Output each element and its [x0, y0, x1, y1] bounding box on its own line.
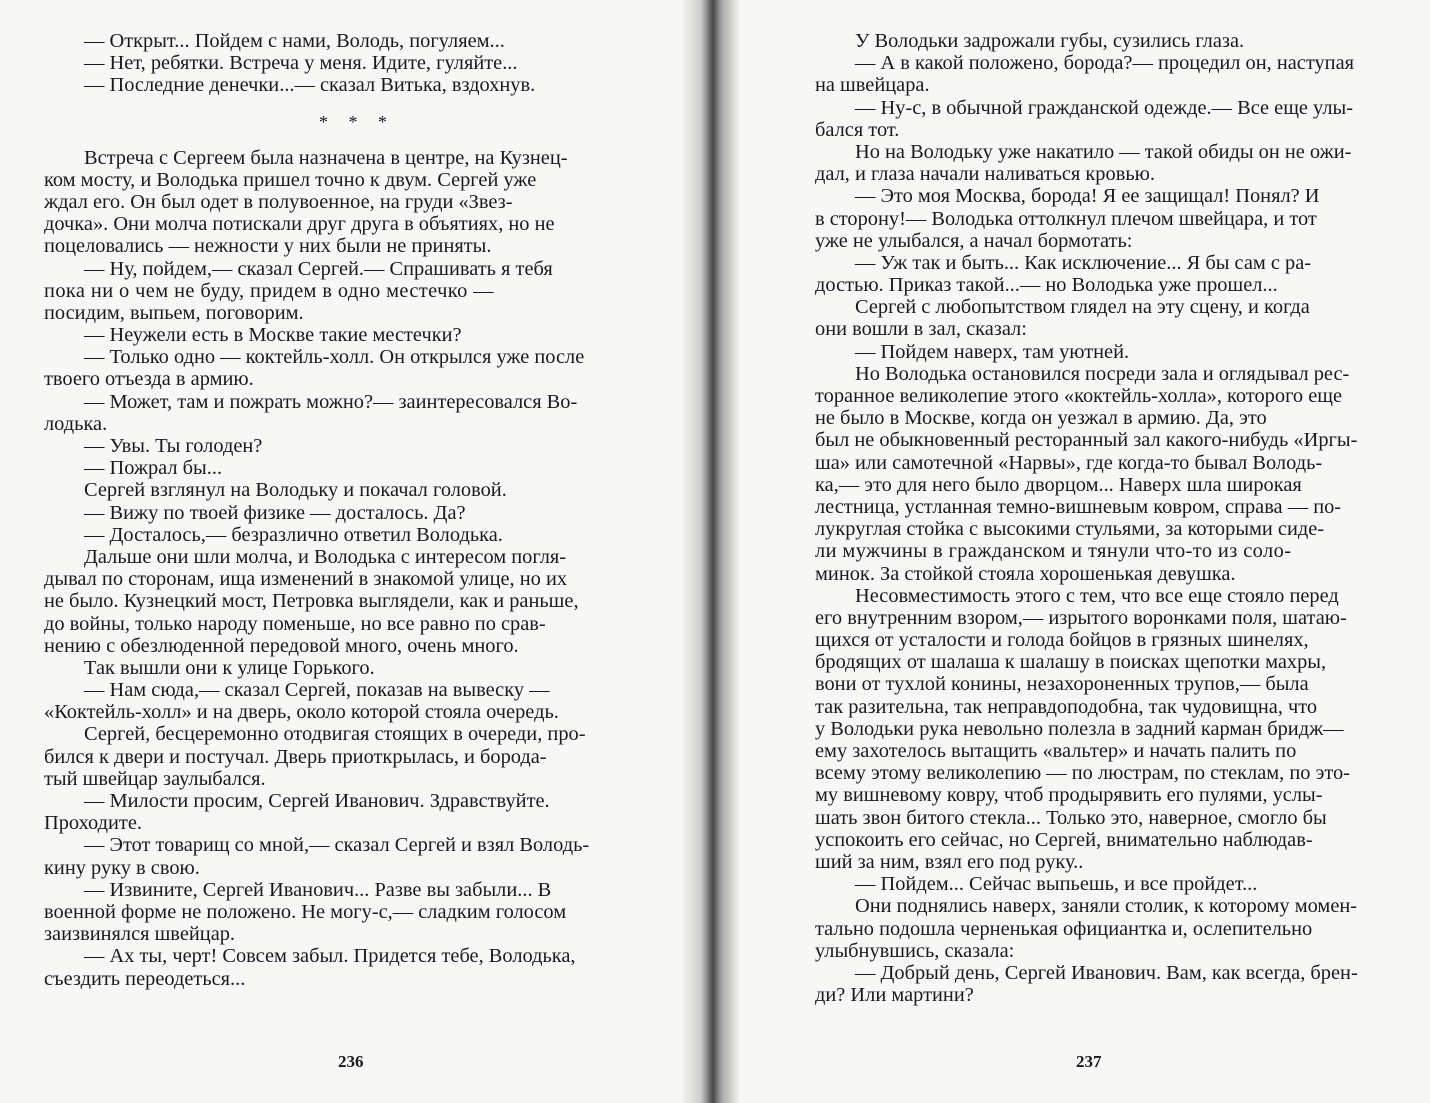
- text-line: нению с обезлюденной передовой много, очень много.: [44, 634, 519, 657]
- text-line: Сергей, бесцеремонно отодвигая стоящих в очереди, про-: [84, 723, 586, 746]
- text-line: они вошли в зал, сказал:: [815, 318, 1027, 341]
- text-line: дывал по сторонам, ища изменений в знакомой улице, но их: [44, 568, 568, 591]
- text-line: пока ни о чем не буду, придем в одно местечко —: [44, 279, 494, 302]
- text-line: улыбнувшись, сказала:: [815, 939, 1015, 962]
- text-line: му вишневому ковру, чтоб продырявить его пулями, услы-: [815, 784, 1323, 807]
- text-line: — Ах ты, черт! Совсем забыл. Придется тебе, Володька,: [84, 945, 576, 968]
- text-line: кину руку в свою.: [44, 856, 200, 879]
- page-number-right: 237: [1076, 1052, 1102, 1071]
- text-line: достью. Приказ такой...— но Володька уже прошел...: [815, 274, 1278, 297]
- text-line: Но Володька остановился посреди зала и оглядывал рес-: [855, 362, 1350, 385]
- text-line: — Ну, пойдем,— сказал Сергей.— Спрашивать я тебя: [84, 257, 553, 280]
- text-line: ший за ним, взял его под руку..: [815, 850, 1084, 873]
- text-line: — Открыт... Пойдем с нами, Володь, погуляем...: [84, 30, 505, 52]
- text-line: ему захотелось вытащить «вальтер» и начать палить по: [815, 740, 1297, 762]
- text-line: в сторону!— Володька оттолкнул плечом швейцара, и тот: [815, 207, 1317, 230]
- text-line: посидим, выпьем, поговорим.: [44, 301, 304, 324]
- text-line: — Это моя Москва, борода! Я ее защищал! Понял? И: [855, 185, 1320, 208]
- text-line: заизвинялся швейцар.: [44, 923, 236, 946]
- text-line: — Может, там и пожрать можно?— заинтересовался Во-: [84, 390, 578, 413]
- text-line: Так вышли они к улице Горького.: [84, 656, 375, 679]
- text-line: твоего отъезда в армию.: [44, 368, 254, 391]
- text-line: до войны, только народу поменьше, но все равно по срав-: [44, 612, 546, 635]
- text-line: торанное великолепие этого «коктейль-холла», которого еще: [815, 385, 1343, 407]
- text-line: — Неужели есть в Москве такие местечки?: [84, 324, 462, 347]
- text-line: тый швейцар заулыбался.: [44, 767, 266, 790]
- text-line: поцеловались — нежности у них были не приняты.: [44, 235, 492, 258]
- text-line: бродящих от шалаша к шалашу в поисках щепотки махры,: [815, 651, 1327, 674]
- text-line: ка,— это для него было дворцом... Наверх шла широкая: [815, 473, 1302, 496]
- book-gutter: [680, 0, 740, 1103]
- text-line: «Коктейль-холл» и на дверь, около которой стояла очередь.: [44, 701, 559, 724]
- text-line: — Пожрал бы...: [84, 457, 223, 480]
- text-line: Проходите.: [44, 812, 142, 835]
- text-line: — Пойдем... Сейчас выпьешь, и все пройдет...: [855, 873, 1258, 896]
- text-line: Дальше они шли молча, и Володька с интересом погля-: [84, 545, 567, 568]
- text-line: лукруглая стойка с высокими стульями, за которыми сиде-: [815, 518, 1325, 541]
- text-line: бился к двери и постучал. Дверь приоткрылась, и борода-: [44, 745, 547, 768]
- text-line: — Нет, ребятки. Встреча у меня. Идите, гуляйте...: [84, 52, 518, 75]
- text-line: Несовместимость этого с тем, что все еще стояло перед: [855, 584, 1339, 607]
- text-line: успокоить его сейчас, но Сергей, внимательно наблюдав-: [815, 828, 1313, 851]
- text-line: — Милости просим, Сергей Иванович. Здравствуйте.: [84, 790, 550, 812]
- text-line: ком мосту, и Володька пришел точно к двум. Сергей уже: [44, 168, 537, 191]
- text-line: вони от тухлой конины, незахороненных трупов,— была: [815, 673, 1309, 696]
- text-line: минок. За стойкой стояла хорошенькая девушка.: [815, 562, 1236, 585]
- text-line: — Только одно — коктейль-холл. Он открылся уже после: [84, 346, 585, 369]
- text-line: шать звон битого стекла... Только это, наверное, смогло бы: [815, 806, 1327, 829]
- text-line: лестница, устланная темно-вишневым ковром, справа — по-: [815, 495, 1342, 518]
- text-line: Они поднялись наверх, заняли столик, к которому момен-: [855, 895, 1358, 918]
- text-line: — Нам сюда,— сказал Сергей, показав на вывеску —: [84, 679, 550, 702]
- text-line: на швейцара.: [815, 74, 930, 97]
- section-separator: * * *: [319, 111, 395, 132]
- text-line: лодька.: [44, 412, 108, 435]
- text-line: ли мужчины в гражданском и тянули что-то из соло-: [815, 540, 1292, 563]
- text-line: ждал его. Он был одет в полувоенное, на груди «Звез-: [44, 190, 513, 213]
- text-line: Встреча с Сергеем была назначена в центре, на Кузнец-: [84, 146, 568, 169]
- text-line: — Этот товарищ со мной,— сказал Сергей и взял Володь-: [84, 834, 590, 857]
- text-line: дочка». Они молча потискали друг друга в объятиях, но не: [44, 213, 555, 236]
- text-line: — Ну-с, в обычной гражданской одежде.— Все еще улы-: [855, 96, 1354, 119]
- left-page-text: [44, 30, 670, 990]
- text-line: не было в Москве, когда он уезжал в армию. Да, это: [815, 407, 1267, 430]
- text-line: дал, и глаза начали наливаться кровью.: [815, 163, 1155, 186]
- text-line: так разительна, так неправдоподобна, так чудовищна, что: [815, 695, 1318, 718]
- text-line: — Извините, Сергей Иванович... Разве вы забыли... В: [84, 878, 552, 901]
- text-line: Но на Володьку уже накатило — такой обиды он не ожи-: [855, 140, 1352, 163]
- text-line: — Уж так и быть... Как исключение... Я бы сам с ра-: [855, 251, 1312, 274]
- text-line: — Пойдем наверх, там уютней.: [855, 340, 1130, 363]
- right-page-text: [815, 30, 1403, 1006]
- text-line: ди? Или мартини?: [815, 984, 974, 1007]
- text-line: — А в какой положено, борода?— процедил он, наступая: [855, 52, 1355, 75]
- text-line: ша» или самотечной «Нарвы», где когда-то бывал Володь-: [815, 451, 1323, 474]
- text-line: — Последние денечки...— сказал Витька, вздохнув.: [84, 74, 536, 97]
- text-line: — Вижу по твоей физике — досталось. Да?: [84, 501, 466, 524]
- text-line: съездить переодеться...: [44, 967, 246, 990]
- text-line: военной форме не положено. Не могу-с,— сладким голосом: [44, 900, 567, 923]
- text-line: Сергей взглянул на Володьку и покачал головой.: [84, 479, 507, 502]
- text-line: у Володьки рука невольно полезла в задний карман бридж—: [815, 717, 1344, 740]
- text-line: — Увы. Ты голоден?: [84, 435, 263, 457]
- text-line: Сергей с любопытством глядел на эту сцену, и когда: [855, 296, 1310, 319]
- text-line: всему этому великолепию — по люстрам, по стеклам, по это-: [815, 762, 1350, 785]
- text-line: его внутренним взором,— изрытого воронками поля, шатаю-: [815, 606, 1347, 629]
- text-line: тально подошла черненькая официантка и, ослепительно: [815, 917, 1313, 940]
- text-line: У Володьки задрожали губы, сузились глаза.: [855, 30, 1245, 52]
- text-line: уже не улыбался, а начал бормотать:: [815, 229, 1133, 252]
- page-number-left: 236: [338, 1052, 364, 1071]
- text-line: — Добрый день, Сергей Иванович. Вам, как всегда, брен-: [855, 961, 1358, 984]
- text-line: не было. Кузнецкий мост, Петровка выглядели, как и раньше,: [44, 590, 579, 613]
- text-line: щихся от усталости и голода бойцов в грязных шинелях,: [815, 629, 1309, 652]
- text-line: — Досталось,— безразлично ответил Володька.: [84, 523, 503, 546]
- text-line: был не обыкновенный ресторанный зал какого-нибудь «Иргы-: [815, 429, 1358, 452]
- text-line: бался тот.: [815, 118, 900, 141]
